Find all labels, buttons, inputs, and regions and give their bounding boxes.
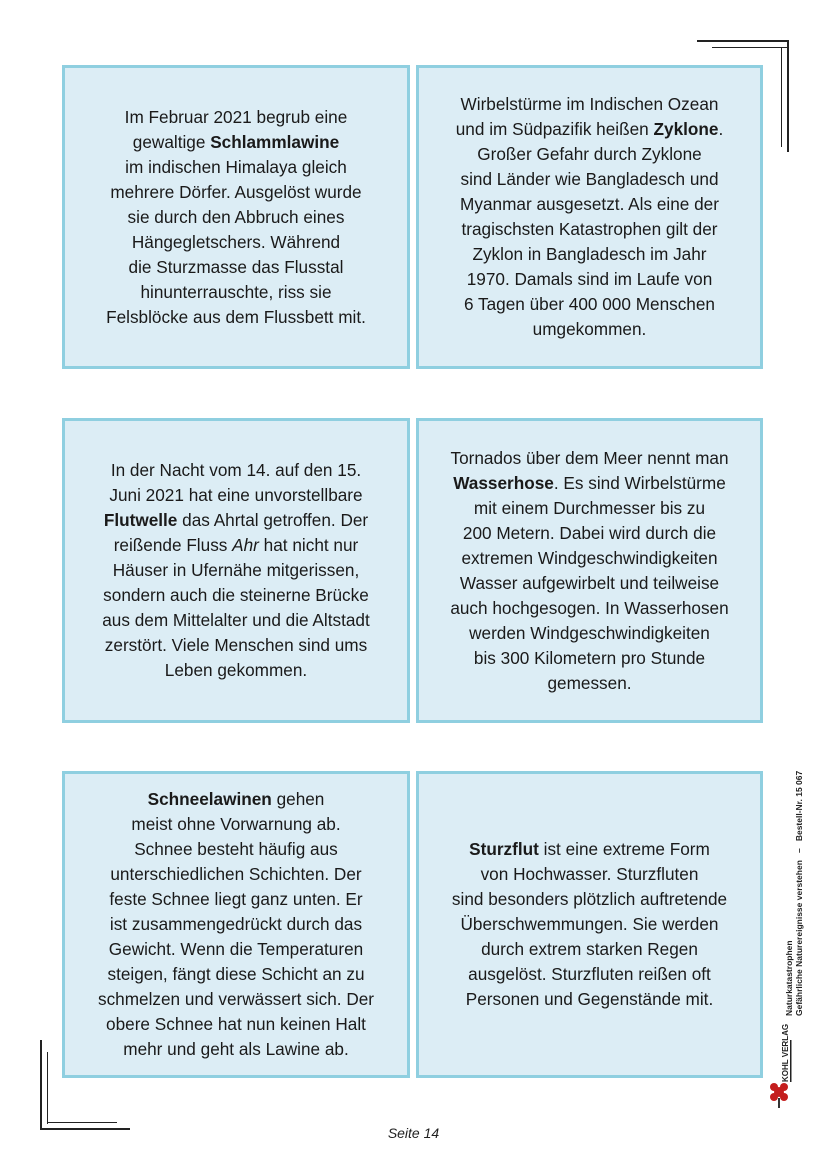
side-title: Gefährliche Naturereignisse verstehen: [794, 860, 804, 1016]
bottom-left-corner-line-h2: [47, 1122, 117, 1123]
side-separator: –: [794, 848, 804, 853]
kohl-verlag-logo: [768, 1020, 796, 1110]
keyword: Schneelawinen: [147, 789, 272, 809]
card-wasserhose: [416, 418, 763, 723]
top-right-corner-line-h1: [697, 40, 789, 42]
side-order-number: Bestell-Nr. 15 067: [794, 770, 804, 842]
card-sturzflut: [416, 771, 763, 1078]
logo-flower-petal: [780, 1093, 788, 1101]
card-text: Sturzflut ist eine extreme Form von Hochwasser. Sturzfluten sind besonders plötzlich auftretende Überschwemmungen. Sie werden durch extrem starken Regen ausgelöst. Sturzfluten reißen oft Personen und Gegenstände mit.: [451, 839, 728, 1009]
logo-underline: [790, 1040, 792, 1082]
side-series: Naturkatastrophen: [784, 940, 794, 1016]
bottom-left-corner-line-v2: [47, 1052, 48, 1124]
keyword: Sturzflut: [469, 839, 539, 859]
keyword: Flutwelle: [103, 510, 178, 530]
card-schlammlawine: [62, 65, 410, 369]
card-schneelawinen: [62, 771, 410, 1078]
logo-flower-petal: [780, 1083, 788, 1091]
card-text: Tornados über dem Meer nennt man Wasserhose. Es sind Wirbelstürme mit einem Durchmesser bis zu 200 Metern. Dabei wird durch die extremen Windgeschwindigkeiten Wasser aufgewirbelt und teilweise auch hochgesogen. In Wasserhosen werden Windgeschwindigkeiten bis 300 Kilometern pro Stunde gemessen.: [450, 447, 729, 693]
keyword: Zyklone: [653, 119, 719, 139]
keyword: Wasserhose: [453, 472, 554, 493]
top-right-corner-line-v1: [787, 40, 789, 152]
bottom-left-corner-line-v1: [40, 1040, 42, 1130]
keyword: Schlammlawine: [210, 131, 340, 152]
side-publication-info: [784, 771, 804, 1016]
logo-text: KOHL VERLAG: [781, 1023, 790, 1082]
logo-stem: [778, 1098, 780, 1108]
top-right-corner-line-v2: [781, 47, 782, 147]
card-flutwelle: [62, 418, 410, 723]
page-number: Seite 14: [387, 1125, 440, 1141]
top-right-corner-line-h2: [712, 47, 789, 48]
logo-flower-petal: [770, 1083, 778, 1091]
card-text: In der Nacht vom 14. auf den 15. Juni 2021 hat eine unvorstellbare Flutwelle das Ahrtal getroffen. Der reißende Fluss Ahr hat nicht nur Häuser in Ufernähe mitgerissen, sondern auch die steinerne Brücke aus dem Mittelalter und die Altstadt zerstört. Viele Menschen sind ums Leben gekommen.: [102, 460, 370, 680]
emphasis: Ahr: [232, 535, 259, 555]
logo-flower-petal: [770, 1093, 778, 1101]
card-text: Wirbelstürme im Indischen Ozean und im Südpazifik heißen Zyklone. Großer Gefahr durch Zyklone sind Länder wie Bangladesch und Myanmar ausgesetzt. Als eine der tragischsten Katastrophen gilt der Zyklon in Bangladesch im Jahr 1970. Damals sind im Laufe von 6 Tagen über 400 000 Menschen umgekommen.: [455, 94, 724, 339]
card-text: Schneelawinen gehen meist ohne Vorwarnung ab. Schnee besteht häufig aus unterschiedlichen Schichten. Der feste Schnee liegt ganz unten. Er ist zusammengedrückt durch das Gewicht. Wenn die Temperaturen steigen, fängt diese Schicht an zu schmelzen und verwässert sich. Der obere Schnee hat nun keinen Halt mehr und geht als Lawine ab.: [97, 789, 375, 1059]
card-zyklone: [416, 65, 763, 369]
side-title-row: [794, 771, 804, 1016]
card-text: Im Februar 2021 begrub eine gewaltige Schlammlawine im indischen Himalaya gleich mehrere Dörfer. Ausgelöst wurde sie durch den Abbruch eines Hängegletschers. Während die Sturzmasse das Flusstal hinunterrauschte, riss sie Felsblöcke aus dem Flussbett mit.: [106, 106, 366, 327]
